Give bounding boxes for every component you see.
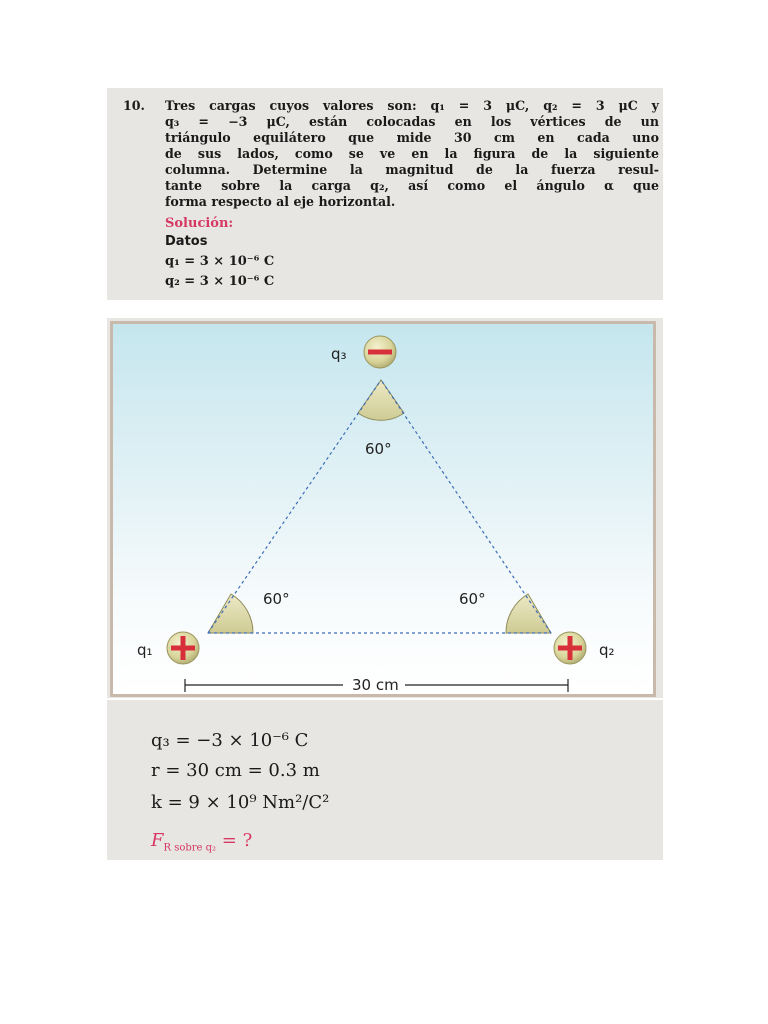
- figure-panel: [107, 318, 663, 698]
- equations-panel: [107, 700, 663, 860]
- unknown-force: [151, 830, 252, 854]
- label-q3: q₃: [331, 345, 347, 363]
- problem-line-2: q₃ = −3 μC, están colocadas en los vértices de un: [165, 114, 659, 129]
- force-subscript: R sobre q₂: [163, 842, 217, 854]
- problem-line-6: tante sobre la carga q₂, así como el ángulo α que: [165, 178, 659, 193]
- problem-line-1: Tres cargas cuyos valores son: q₁ = 3 μC, q₂ = 3 μC y: [165, 98, 659, 113]
- solution-heading: Solución:: [165, 216, 234, 231]
- charge-q3: [364, 336, 396, 368]
- equation-q3: q₃ = −3 × 10⁻⁶ C: [151, 730, 309, 751]
- angle-label-right: 60°: [459, 590, 486, 608]
- given-q1: q₁ = 3 × 10⁻⁶ C: [165, 254, 275, 269]
- problem-line-3: triángulo equilátero que mide 30 cm en cada uno: [165, 130, 659, 145]
- force-symbol: F: [151, 830, 164, 851]
- angle-label-top: 60°: [365, 440, 392, 458]
- force-unknown: = ?: [216, 830, 253, 851]
- equation-r: r = 30 cm = 0.3 m: [151, 760, 320, 781]
- given-q2: q₂ = 3 × 10⁻⁶ C: [165, 274, 275, 289]
- side-q1-q3: [208, 380, 381, 633]
- minus-sign-icon: [368, 350, 392, 355]
- problem-number: 10.: [123, 98, 145, 113]
- angle-wedge-left: [208, 594, 253, 633]
- figure-frame: [110, 321, 656, 697]
- problem-line-4: de sus lados, como se ve en la figura de la siguiente: [165, 146, 659, 161]
- label-q2: q₂: [599, 641, 615, 659]
- angle-wedge-right: [506, 594, 551, 633]
- dimension-label: 30 cm: [352, 676, 399, 694]
- charge-q1: [167, 632, 199, 664]
- problem-line-5: columna. Determine la magnitud de la fuerza resul-: [165, 162, 659, 177]
- problem-panel: [107, 88, 663, 300]
- equation-k: k = 9 × 10⁹ Nm²/C²: [151, 792, 330, 813]
- triangle-diagram: [113, 324, 653, 694]
- angle-wedge-top: [358, 380, 404, 420]
- problem-line-7: forma respecto al eje horizontal.: [165, 194, 396, 209]
- label-q1: q₁: [137, 641, 153, 659]
- angle-label-left: 60°: [263, 590, 290, 608]
- data-heading: Datos: [165, 234, 208, 249]
- charge-q2: [554, 632, 586, 664]
